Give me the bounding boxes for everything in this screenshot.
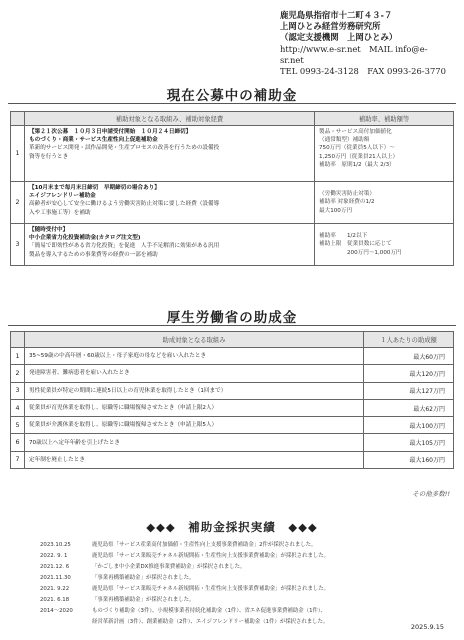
subsidy-desc: 入や工事施工等）を補助 — [29, 209, 91, 216]
subsidy-table — [10, 111, 454, 266]
subsidy-row — [11, 182, 454, 224]
subsidy-col-efforts: 補助対象となる取組み、補助対象経費 — [25, 112, 315, 126]
row-number: 4 — [11, 399, 25, 416]
achievement-item — [40, 584, 329, 595]
achievement-text: ものづくり補助金（3件）、小規模事業者持続化補助金（1件）、省エネ促進事業費補助金（1件）、 — [92, 608, 326, 614]
grant-row — [11, 348, 454, 365]
grant-text: 従業員が育児休業を取得し、原職等に職場復帰させたとき（申請上限2人） — [25, 399, 364, 416]
subsidy-desc: 革新的サービス開発・試作品開発・生産プロセスの改善を行うための設備投 — [29, 145, 220, 152]
subsidy-row — [11, 126, 454, 182]
achievement-text: 鹿児島県「サービス産業高付加価値・生産性向上支援事業費補助金」2件が採択されました。 — [92, 542, 317, 548]
grant-amount: 最大62万円 — [364, 399, 454, 416]
row-number: 1 — [11, 126, 25, 182]
grant-row — [11, 382, 454, 399]
achievement-item — [40, 540, 329, 551]
achievement-date — [40, 617, 92, 628]
grant-row — [11, 399, 454, 416]
achievement-item — [40, 617, 329, 628]
subsidy-name: 中小企業省力化投資補助金(カタログ注文型) — [29, 235, 141, 242]
row-number: 1 — [11, 348, 25, 365]
grant-amount: 最大127万円 — [364, 382, 454, 399]
subsidy-schedule: 【10月末まで毎月末日締切 早期締切の場合あり】 — [29, 185, 160, 191]
achievement-date: 2023.10.25 — [40, 542, 71, 548]
grant-col-amount: １人あたりの助成額 — [364, 332, 454, 348]
achievement-item — [40, 551, 329, 562]
rate-line: （通常類型）補助額 — [319, 137, 370, 144]
grant-row — [11, 451, 454, 468]
grant-amount: 最大105万円 — [364, 434, 454, 451]
row-number: 5 — [11, 417, 25, 434]
achievement-date: 2021. 9.22 — [40, 586, 70, 592]
subsidy-title: 現在公募中の補助金 — [166, 88, 298, 104]
achievement-text: 「事業再構築補助金」が採択されました。 — [92, 575, 195, 581]
achievement-text: 鹿児島県「サービス業販売チャネル新規開拓・生産性向上支援事業費補助金」が採択されました。 — [92, 586, 330, 592]
grant-row — [11, 365, 454, 382]
row-number: 3 — [11, 382, 25, 399]
office-web-mail[interactable]: http://www.e-sr.net MAIL info@e-sr.net — [280, 43, 428, 65]
row-number: 2 — [11, 182, 25, 224]
achievement-item — [40, 562, 329, 573]
grant-header-row — [11, 332, 454, 348]
document-date: 2025.9.15 — [410, 623, 444, 631]
rate-line: 製品・サービス高付加価値化 — [319, 129, 392, 135]
rate-line: 1,250万円（従業員21人以上） — [319, 153, 399, 160]
rate-line: 200万円～1,000万円 — [319, 249, 402, 256]
subsidy-schedule: 【第２１次公募 １０月３日申請受付開始 １０月２４日締切】 — [29, 129, 192, 135]
grant-amount: 最大100万円 — [364, 417, 454, 434]
rate-line: 最大100万円 — [319, 207, 353, 214]
office-name: 上岡ひとみ経営労務研究所 — [280, 21, 381, 32]
achievement-date: 2021.11.30 — [40, 575, 71, 581]
subsidy-desc: 「簡易で即効性がある省力化投資」を促進 人手不足解消に効果がある汎用 — [29, 243, 220, 250]
achievement-item — [40, 606, 329, 617]
grant-row — [11, 434, 454, 451]
row-number: 2 — [11, 365, 25, 382]
rate-line: 補助率 対象経費の1/2 — [319, 199, 375, 206]
achievement-text: 「事業再構築補助金」が採択されました。 — [92, 597, 195, 603]
grant-title: 厚生労働省の助成金 — [166, 310, 298, 326]
grant-text: 定年制を廃止したとき — [25, 451, 364, 468]
rate-line: 補助率 1/2以下 — [319, 233, 368, 240]
rate-line: 補助率 原則1/2（最大 2/3） — [319, 161, 395, 168]
rate-line: （労働災害防止対策） — [319, 191, 375, 198]
achievement-date: 2014～2020 — [40, 608, 73, 614]
office-tel-fax: TEL 0993-24-3128 FAX 0993-26-3770 — [280, 66, 446, 77]
grant-table — [10, 331, 454, 469]
grant-text: 35~59歳の中高年層・60歳以上・母子家庭の母などを雇い入れたとき — [25, 348, 364, 365]
office-certification: （認定支援機関 上岡ひとみ） — [280, 32, 398, 43]
subsidy-schedule: 【随時受付中】 — [29, 227, 69, 233]
achievement-text: 鹿児島県「サービス業販売チャネル新規開拓・生産性向上支援事業費補助金」が採択されました。 — [92, 553, 330, 559]
rate-line: 750万円（従業員5人以下）～ — [319, 145, 395, 152]
achievement-text: 経営革新計画（3件）、創業補助金（2件）、エイジフレンドリー補助金（1件）が採択されました。 — [92, 619, 329, 625]
office-header — [280, 10, 450, 77]
row-number: 6 — [11, 434, 25, 451]
achievement-date: 2022. 9. 1 — [40, 553, 68, 559]
subsidy-title-underline — [8, 103, 456, 104]
grant-text: 70歳以上へ定年年齢を引上げたとき — [25, 434, 364, 451]
subsidy-desc: 製品を導入するための事業費等の経費の一部を補助 — [29, 251, 158, 258]
achievements-list — [40, 540, 329, 628]
office-address: 鹿児島県指宿市十二町４３-７ — [280, 10, 393, 20]
subsidy-name: ものづくり・商業・サービス生産性向上促進補助金 — [29, 137, 158, 144]
grant-row — [11, 417, 454, 434]
grant-amount: 最大160万円 — [364, 451, 454, 468]
grant-text: 従業員が介護休業を取得し、原職等に職場復帰させたとき（申請上限5人） — [25, 417, 364, 434]
subsidy-col-rate: 補助率、補助額等 — [315, 112, 454, 126]
subsidy-header-row — [11, 112, 454, 126]
subsidy-desc: 高齢者が安心して安全に働けるよう労働災害防止対策に要した経費（設備導 — [29, 201, 220, 208]
grant-amount: 最大120万円 — [364, 365, 454, 382]
rate-line: 補助上限 従業員数に応じて — [319, 241, 392, 248]
achievement-item — [40, 595, 329, 606]
subsidy-name: エイジフレンドリー補助金 — [29, 193, 96, 200]
more-note: その他多数!! — [412, 490, 450, 498]
row-number: 3 — [11, 224, 25, 266]
achievement-item — [40, 573, 329, 584]
grant-col-efforts: 助成対象となる取組み — [25, 332, 364, 348]
grant-text: 男性従業員が特定の期間に連続5日以上の育児休業を取得したとき（1回まで） — [25, 382, 364, 399]
grant-text: 発達障害者、難病患者を雇い入れたとき — [25, 365, 364, 382]
grant-title-underline — [8, 325, 456, 326]
subsidy-row — [11, 224, 454, 266]
achievement-date: 2021.12. 6 — [40, 564, 70, 570]
grant-amount: 最大60万円 — [364, 348, 454, 365]
row-number: 7 — [11, 451, 25, 468]
subsidy-desc: 資等を行うとき — [29, 153, 69, 160]
achievements-title: ◆◆◆ 補助金採択実績 ◆◆◆ — [146, 520, 318, 534]
achievement-text: 「かごしま中小企業DX推進事業費補助金」が採択されました。 — [92, 564, 246, 570]
achievement-date: 2021. 6.18 — [40, 597, 70, 603]
